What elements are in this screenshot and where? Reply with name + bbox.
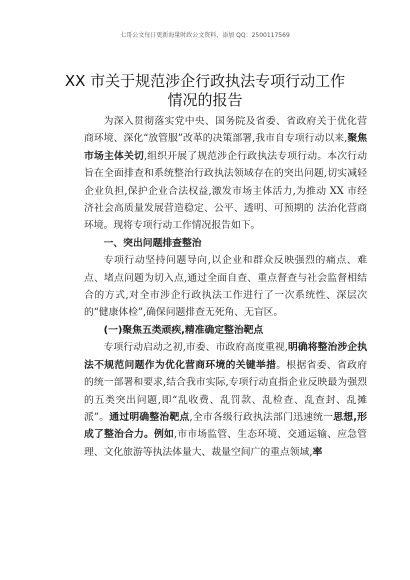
sub-bold-f: 思想,形成了整治合力。例如 (84, 411, 367, 441)
intro-text: 为深入贯彻落实党中央、国务院及省委、省政府关于优化营商环境、深化“放管服”改革的决策部署,我市自专项行动以来, (84, 116, 367, 145)
document-body (84, 113, 367, 461)
sub-text-a: 专项行动启动之初,市委、市政府高度重视, (103, 342, 288, 354)
intro-bold: 聚焦市场主体关切 (84, 133, 368, 162)
section-1-paragraph: 专项行动坚持问题导向,以企业和群众反映强烈的痛点、难点、堵点问题为切入点,通过全面自查、重点督查与社会监督相结合的方式,对全市涉企行政执法工作进行了一次系统性、深层次的“健康体检”,确保问题排查无死角、无盲区。 (84, 255, 367, 319)
intro-paragraph (84, 113, 367, 235)
header-note: 七哥公文每日更新海量时政公文资料，添加 QQ：2500117569 (120, 32, 290, 39)
sub-text-e: ,全市各级行政执法部门迅速统一 (189, 411, 334, 423)
sub-text-g: ,市市场监管、生态环境、交通运输、应急管理、文化旅游等执法体量大、裁量空间广的重点领域, (84, 429, 367, 458)
sub-text-c: 。根据省委、省政府的统一部署和要求,结合我市实际,专项行动直指企业反映最为强烈的五类突出问题,即“乱收费、乱罚款、乱检查、乱查封、乱摊派”。 (84, 359, 368, 423)
section-1-heading: 一、突出问题排查整治 (103, 237, 202, 249)
document-title: XX 市关于规范涉企行政执法专项行动工作情况的报告 (64, 72, 346, 109)
subsection-1-paragraph (84, 339, 367, 461)
intro-text-rest: ,组织开展了规范涉企行政执法专项行动。本次行动旨在全面排查和系统整治行政执法领域存在的突出问题,切实减轻企业负担,保护企业合法权益,激发市场主体活力,为推动 XX 市经济社会高质量发展营造稳定、公平、透明、可预期的 法治化营商环境。现将专项行动工作情况报告如下。 (84, 150, 368, 232)
subsection-1-heading: (一)聚焦五类顽疾,精准确定整治靶点 (103, 324, 264, 336)
sub-bold-d: 通过明确整治靶点 (109, 411, 190, 423)
sub-bold-b: 明确将整治涉企执法不规范问题作为优化营商环境的关键举措 (84, 342, 368, 371)
sub-bold-h: 率 (312, 446, 323, 458)
